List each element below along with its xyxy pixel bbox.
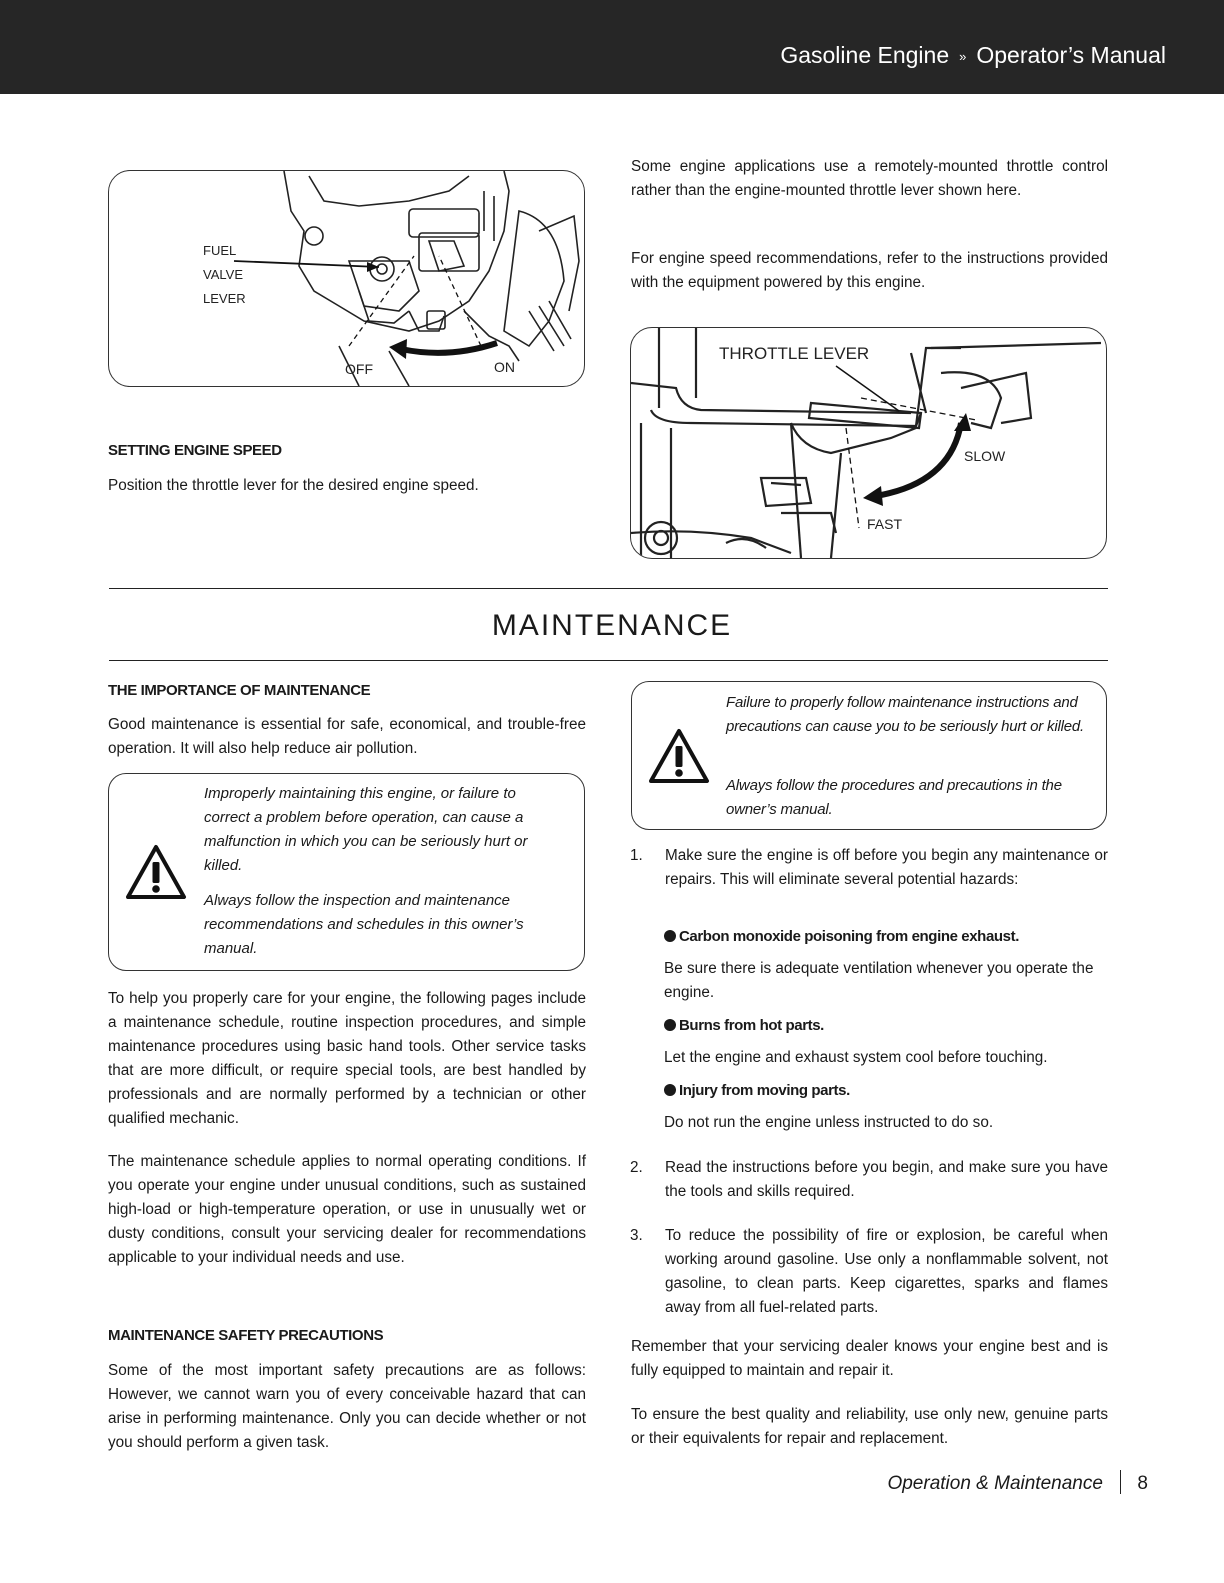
label-throttle-lever: THROTTLE LEVER [719, 344, 870, 363]
footer-divider [1120, 1470, 1122, 1494]
hazard-heading [664, 926, 1019, 948]
fuel-valve-figure [108, 170, 585, 387]
maintenance-title: MAINTENANCE [491, 609, 733, 642]
page-footer [887, 1465, 1148, 1495]
throttle-recommendation-paragraph: For engine speed recommendations, refer to the instructions provided with the equipment powered by this engine. [631, 250, 1108, 291]
step-number: 1. [630, 847, 643, 864]
hazard-text: Be sure there is adequate ventilation whenever you operate the engine. [664, 960, 1094, 1001]
warning-triangle-icon [648, 728, 710, 784]
page-header [0, 0, 1224, 94]
schedule-paragraph: The maintenance schedule applies to normal operating conditions. If you operate your engine under unusual conditions, such as sustained high-load or high-temperature operation, or use in unusually wet or dusty conditions, consult your servicing dealer for recommendations applicable to your individual needs and use. [108, 1153, 586, 1266]
importance-text: Good maintenance is essential for safe, economical, and trouble-free operation. It will also help reduce air pollution. [108, 716, 586, 757]
hazard-text: Let the engine and exhaust system cool before touching. [664, 1049, 1048, 1066]
label-on: ON [494, 359, 515, 375]
page-number: 8 [1137, 1473, 1148, 1494]
doc-title: Gasoline Engine [780, 42, 950, 68]
header-separator: » [959, 49, 967, 64]
bullet-icon [664, 1019, 676, 1031]
header-title [780, 42, 1166, 69]
warning-box-left [108, 773, 585, 971]
label-off: OFF [345, 361, 373, 377]
warning-right-text-1: Failure to properly follow maintenance instructions and precautions can cause you to be seriously hurt or killed. [726, 694, 1084, 735]
warning-left-text-1: Improperly maintaining this engine, or failure to correct a problem before operation, can cause a malfunction in which you can be seriously hurt or killed. [204, 785, 528, 874]
step-text: To reduce the possibility of fire or explosion, be careful when working around gasoline. Use only a nonflammable solvent, not gasoline, to clean parts. Keep cigarettes, sparks and flames away from all fuel-related parts. [665, 1227, 1108, 1316]
footer-section-name: Operation & Maintenance [887, 1473, 1103, 1494]
bullet-icon [664, 930, 676, 942]
throttle-lever-figure [630, 327, 1107, 559]
setting-engine-speed-heading: SETTING ENGINE SPEED [108, 442, 282, 459]
top-divider [109, 588, 1108, 589]
dealer-paragraph: Remember that your servicing dealer knows your engine best and is fully equipped to maintain and repair it. [631, 1338, 1108, 1379]
parts-paragraph: To ensure the best quality and reliability, use only new, genuine parts or their equivalents for repair and replacement. [631, 1406, 1108, 1447]
label-slow: SLOW [964, 448, 1006, 464]
label-fuel: FUEL [203, 243, 237, 258]
step-text: Read the instructions before you begin, and make sure you have the tools and skills required. [665, 1159, 1108, 1200]
doc-subtitle: Operator’s Manual [976, 42, 1166, 68]
warning-left-text-2: Always follow the inspection and maintenance recommendations and schedules in this owner’s manual. [204, 892, 524, 957]
hazard-heading [664, 1015, 824, 1037]
label-valve: VALVE [203, 267, 243, 282]
safety-precautions-heading: MAINTENANCE SAFETY PRECAUTIONS [108, 1327, 384, 1344]
warning-box-right [631, 681, 1107, 830]
step-number: 3. [630, 1227, 643, 1244]
importance-heading: THE IMPORTANCE OF MAINTENANCE [108, 682, 371, 699]
hazard-heading [664, 1080, 850, 1102]
step-number: 2. [630, 1159, 643, 1176]
safety-precautions-text: Some of the most important safety precautions are as follows: However, we cannot warn you of every conceivable hazard that can arise in performing maintenance. Only you can decide whether or not you should perform a given task. [108, 1362, 586, 1451]
hazard-text: Do not run the engine unless instructed to do so. [664, 1114, 994, 1131]
bottom-divider [109, 660, 1108, 661]
label-fast: FAST [867, 516, 903, 532]
fuel-valve-illustration [109, 171, 584, 386]
hazard-heading-text: Carbon monoxide poisoning from engine exhaust. [679, 928, 1019, 945]
warning-right-text-2: Always follow the procedures and precautions in the owner’s manual. [726, 777, 1062, 818]
label-lever: LEVER [203, 291, 246, 306]
hazard-heading-text: Injury from moving parts. [679, 1082, 850, 1099]
bullet-icon [664, 1084, 676, 1096]
warning-triangle-icon [125, 844, 187, 900]
setting-engine-speed-text: Position the throttle lever for the desired engine speed. [108, 477, 479, 494]
throttle-remote-paragraph: Some engine applications use a remotely-mounted throttle control rather than the engine-mounted throttle lever shown here. [631, 158, 1108, 199]
care-paragraph: To help you properly care for your engine, the following pages include a maintenance schedule, routine inspection procedures, and simple maintenance procedures using basic hand tools. Other service tasks that are more difficult, or require special tools, are best handled by professionals and are normally performed by a technician or other qualified mechanic. [108, 990, 586, 1127]
step-text: Make sure the engine is off before you begin any maintenance or repairs. This will eliminate several potential hazards: [665, 847, 1108, 888]
hazard-heading-text: Burns from hot parts. [679, 1017, 824, 1034]
